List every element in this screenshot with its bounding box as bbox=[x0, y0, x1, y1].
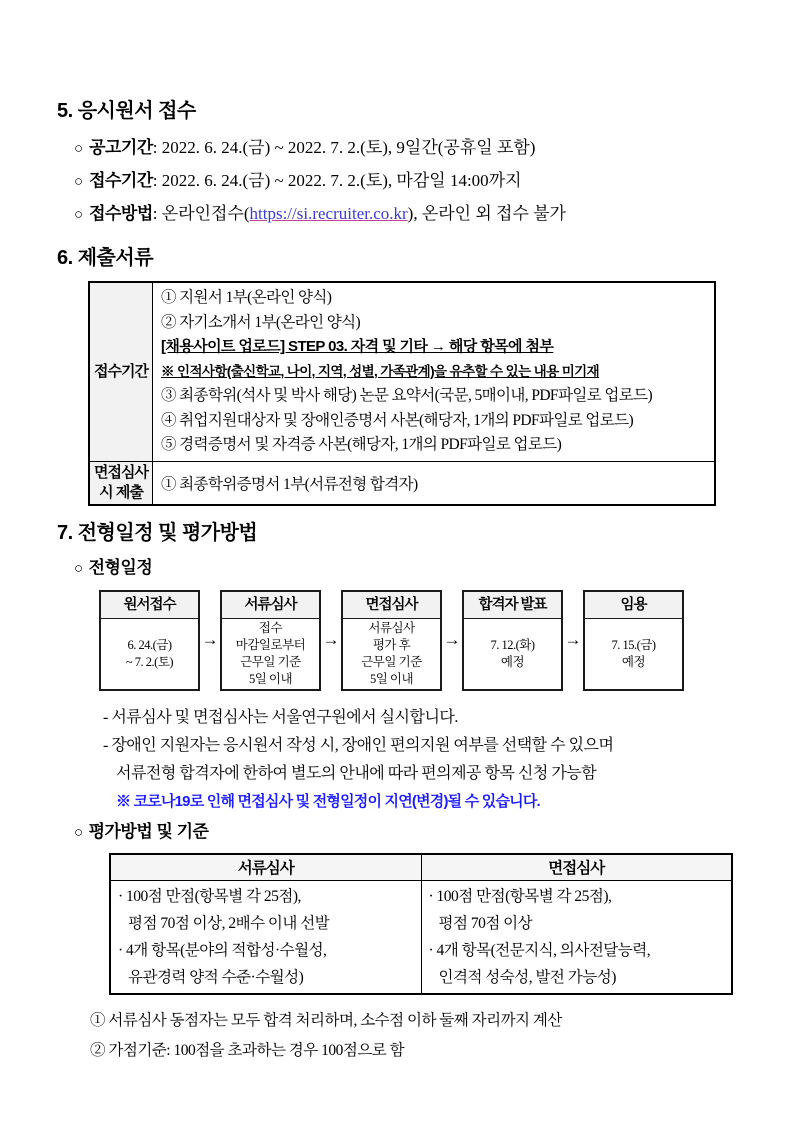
item-text-after-link: ), 온라인 외 접수 불가 bbox=[407, 204, 566, 223]
footnote: ② 가점기준: 100점을 초과하는 경우 100점으로 함 bbox=[90, 1041, 405, 1059]
section7-title: 7. 전형일정 및 평가방법 bbox=[57, 521, 258, 544]
flow-step-body bbox=[343, 619, 440, 689]
flow-step-title: 합격자 발표 bbox=[464, 592, 561, 619]
section5-title: 5. 응시원서 접수 bbox=[57, 100, 196, 122]
evaluation-footnotes bbox=[90, 1006, 793, 1066]
circle-bullet-icon: ○ bbox=[74, 823, 83, 841]
flow-step-line: 예정 bbox=[500, 654, 525, 669]
flow-step-line: 7. 15.(금) bbox=[611, 637, 656, 652]
item-label: 접수기간 bbox=[89, 171, 153, 190]
list-item-application-method bbox=[74, 198, 793, 231]
flow-step-body bbox=[222, 619, 319, 689]
table-header-row bbox=[110, 854, 732, 881]
flow-step-line: 7. 12.(화) bbox=[490, 637, 535, 652]
right-arrow-icon: → bbox=[443, 630, 461, 649]
schedule-notes bbox=[103, 704, 793, 816]
table-row bbox=[89, 282, 715, 461]
submission-documents-table bbox=[88, 281, 716, 506]
column-header-interview: 면접심사 bbox=[421, 854, 732, 881]
flow-step-document-review bbox=[220, 590, 321, 691]
footnote: ① 서류심사 동점자는 모두 합격 처리하며, 소수점 이하 둘째 자리까지 계산 bbox=[90, 1011, 562, 1029]
row-header-application-period: 접수기간 bbox=[89, 282, 153, 461]
cell-line: ① 지원서 1부(온라인 양식) bbox=[161, 289, 332, 306]
subhead-evaluation-method bbox=[74, 820, 793, 845]
flow-step-body bbox=[101, 619, 198, 689]
flow-step-title: 원서접수 bbox=[101, 592, 198, 619]
right-arrow-icon: → bbox=[564, 630, 582, 649]
cell-line: ③ 최종학위(석사 및 박사 해당) 논문 요약서(국문, 5매이내, PDF파일로 업로드) bbox=[161, 387, 653, 404]
section5-list bbox=[74, 132, 793, 231]
selection-schedule-flowchart bbox=[99, 590, 793, 691]
flow-step-title: 면접심사 bbox=[343, 592, 440, 619]
flow-step-line: 마감일로부터 bbox=[235, 637, 306, 652]
flow-step-line: 접수 bbox=[258, 620, 283, 635]
flow-step-title: 임용 bbox=[585, 592, 682, 619]
row-header-line: 면접심사 bbox=[94, 463, 148, 481]
criteria-line: 평점 70점 이상 bbox=[438, 914, 533, 932]
flow-step-line: 예정 bbox=[621, 654, 646, 669]
table-row bbox=[110, 880, 732, 994]
row-header-line: 시 제출 bbox=[99, 483, 143, 501]
subhead-schedule bbox=[74, 556, 793, 581]
circle-bullet-icon: ○ bbox=[74, 207, 84, 223]
flow-step-line: 근무일 기준 bbox=[240, 654, 301, 669]
item-text: : 2022. 6. 24.(금) ~ 2022. 7. 2.(토), 9일간(공휴일 포함) bbox=[152, 138, 536, 157]
flow-step-title: 서류심사 bbox=[222, 592, 319, 619]
list-item-application-period bbox=[74, 165, 793, 198]
right-arrow-icon: → bbox=[322, 630, 340, 649]
flow-step-line: 5일 이내 bbox=[369, 671, 414, 686]
covid-delay-note: ※ 코로나19로 인해 면접심사 및 전형일정이 지연(변경)될 수 있습니다. bbox=[116, 792, 540, 810]
recruit-site-link[interactable]: https://si.recruiter.co.kr bbox=[249, 204, 408, 223]
criteria-line: · 100점 만점(항목별 각 25점), bbox=[118, 887, 301, 905]
criteria-line: 인격적 성숙성, 발전 가능성) bbox=[438, 968, 616, 986]
criteria-line: · 100점 만점(항목별 각 25점), bbox=[428, 887, 612, 905]
flow-step-line: 근무일 기준 bbox=[361, 654, 422, 669]
criteria-line: 유관경력 양적 수준·수월성) bbox=[128, 968, 304, 986]
circle-bullet-icon: ○ bbox=[74, 174, 84, 190]
cell-line-privacy-note: ※ 인적사항(출신학교, 나이, 지역, 성별, 가족관계)을 유추할 수 있는 내용 미기재 bbox=[161, 363, 600, 379]
flow-step-interview bbox=[341, 590, 442, 691]
section6-title: 6. 제출서류 bbox=[57, 247, 154, 269]
document-review-criteria-cell bbox=[110, 880, 421, 994]
interview-criteria-cell bbox=[421, 880, 732, 994]
item-label: 공고기간 bbox=[89, 138, 153, 157]
evaluation-criteria-table bbox=[109, 853, 733, 995]
note-line: - 장애인 지원자는 응시원서 작성 시, 장애인 편의지원 여부를 선택할 수 있으며 bbox=[103, 736, 614, 754]
subhead-text: 평가방법 및 기준 bbox=[88, 821, 209, 841]
criteria-line: · 4개 항목(전문지식, 의사전달능력, bbox=[428, 941, 651, 959]
right-arrow-icon: → bbox=[201, 630, 219, 649]
cell-line: ⑤ 경력증명서 및 자격증 사본(해당자, 1개의 PDF파일로 업로드) bbox=[161, 436, 562, 453]
cell-line: ④ 취업지원대상자 및 장애인증명서 사본(해당자, 1개의 PDF파일로 업로드) bbox=[161, 411, 634, 429]
list-item-announcement-period bbox=[74, 132, 793, 165]
row-content: ① 최종학위증명서 1부(서류전형 합격자) bbox=[153, 461, 716, 505]
circle-bullet-icon: ○ bbox=[74, 559, 83, 577]
flow-step-line: 6. 24.(금) bbox=[127, 637, 172, 652]
row-content bbox=[153, 282, 716, 461]
cell-line: ② 자기소개서 1부(온라인 양식) bbox=[161, 313, 361, 331]
flow-step-line: ~ 7. 2.(토) bbox=[125, 654, 174, 669]
circle-bullet-icon: ○ bbox=[74, 141, 84, 157]
flow-step-appointment bbox=[583, 590, 684, 691]
item-text: : 2022. 6. 24.(금) ~ 2022. 7. 2.(토), 마감일 14:00까지 bbox=[152, 171, 522, 190]
column-header-document-review: 서류심사 bbox=[110, 854, 421, 881]
flow-step-body bbox=[464, 619, 561, 689]
table-row bbox=[89, 461, 715, 505]
flow-step-line: 서류심사 bbox=[368, 620, 415, 635]
flow-step-line: 평가 후 bbox=[372, 637, 411, 652]
row-header-interview-submission bbox=[89, 461, 153, 505]
flow-step-body bbox=[585, 619, 682, 689]
flow-step-application bbox=[99, 590, 200, 691]
note-line-continued: 서류전형 합격자에 한하여 별도의 안내에 따라 편의제공 항목 신청 가능함 bbox=[116, 764, 597, 782]
cell-line-upload-note: [채용사이트 업로드] STEP 03. 자격 및 기타 → 해당 항목에 첨부 bbox=[161, 338, 554, 355]
item-label: 접수방법 bbox=[89, 204, 153, 223]
item-text-before-link: : 온라인접수( bbox=[152, 204, 250, 223]
flow-step-line: 5일 이내 bbox=[248, 671, 293, 686]
note-line: - 서류심사 및 면접심사는 서울연구원에서 실시합니다. bbox=[103, 708, 458, 726]
criteria-line: · 4개 항목(분야의 적합성·수월성, bbox=[118, 941, 327, 959]
criteria-line: 평점 70점 이상, 2배수 이내 선발 bbox=[128, 914, 330, 932]
subhead-text: 전형일정 bbox=[88, 557, 153, 577]
flow-step-announcement bbox=[462, 590, 563, 691]
